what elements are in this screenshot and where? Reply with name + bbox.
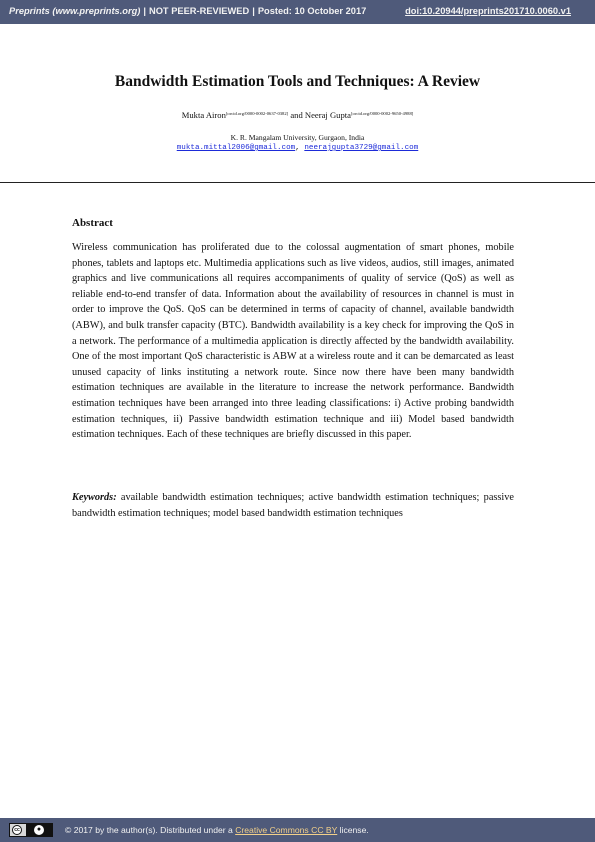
author-name: Mukta Airon xyxy=(181,110,226,120)
orcid-link[interactable]: [orcid.org/0000-0002-9650-4988] xyxy=(350,111,414,116)
header-info xyxy=(9,6,366,16)
horizontal-rule xyxy=(0,182,595,183)
email-link[interactable]: neerajgupta3729@gmail.com xyxy=(304,144,419,152)
license-suffix: license. xyxy=(337,825,369,835)
affiliation: K. R. Mangalam University, Gurgaon, India xyxy=(230,133,365,142)
abstract-heading: Abstract xyxy=(72,217,113,229)
email-link[interactable]: mukta.mittal2006@gmail.com xyxy=(176,144,296,152)
review-status: NOT PEER-REVIEWED xyxy=(148,6,250,16)
abstract-text: Wireless communication has proliferated due to the colossal augmentation of smart phones, mobile phones, tablets and laptops etc. Multimedia applications such as live videos, audios, still images, animated graphics and live communications all requires accompaniments of quality of service (QoS) as well as reliable end-to-end transfer of data. Information about the availability of resources in channel is must in order to improve the QoS. QoS can be determined in terms of capacity of channel, available bandwidth (ABW), and bulk transfer capacity (BTC). Bandwidth availability is a key check for improving the QoS in a network. The performance of a multimedia application is directly affected by the bandwidth availability. One of the most important QoS characteristic is ABW at a wireless route and it can be demarcated as least unused capacity of links instituting a network route. Since now there have been many bandwidth estimation techniques are available in the literature to increase the network performance. Bandwidth estimation techniques have been arranged into three leading classifications: i) Active probing bandwidth estimation techniques, ii) Passive bandwidth estimation technique and iii) Model based bandwidth estimation techniques. Each of these techniques are briefly discussed in this paper. xyxy=(72,242,514,441)
paper-title: Bandwidth Estimation Tools and Techniques: A Review xyxy=(114,73,481,90)
preprints-brand-link[interactable]: Preprints (www.preprints.org) xyxy=(9,6,141,16)
license-prefix: © 2017 by the author(s). Distributed under a xyxy=(65,825,236,835)
keywords-paragraph xyxy=(72,490,514,521)
keywords-label: Keywords: xyxy=(72,492,117,503)
header-separator: | xyxy=(143,6,146,16)
author-joiner: and xyxy=(288,110,305,120)
email-separator: , xyxy=(295,144,305,152)
by-badge xyxy=(26,824,52,836)
header-separator: | xyxy=(252,6,255,16)
person-icon: ● xyxy=(34,825,44,835)
author-line xyxy=(0,110,595,120)
license-footer-bar xyxy=(0,818,595,842)
orcid-link[interactable]: [orcid.org/0000-0002-0637-0382] xyxy=(225,111,289,116)
doi-link[interactable]: doi:10.20944/preprints201710.0060.v1 xyxy=(405,6,571,16)
preprint-header-bar xyxy=(0,0,595,24)
author-emails xyxy=(0,144,595,152)
posted-date: Posted: 10 October 2017 xyxy=(257,6,367,16)
cc-by-badge-icon[interactable] xyxy=(9,823,53,837)
license-text xyxy=(65,825,369,835)
keywords-text: available bandwidth estimation techniques; active bandwidth estimation techniques; passive bandwidth estimation techniques; model based bandwidth estimation techniques xyxy=(72,492,514,519)
license-link[interactable]: Creative Commons CC BY xyxy=(235,825,338,835)
author-name: Neeraj Gupta xyxy=(304,110,351,120)
cc-icon: cc xyxy=(12,825,22,835)
